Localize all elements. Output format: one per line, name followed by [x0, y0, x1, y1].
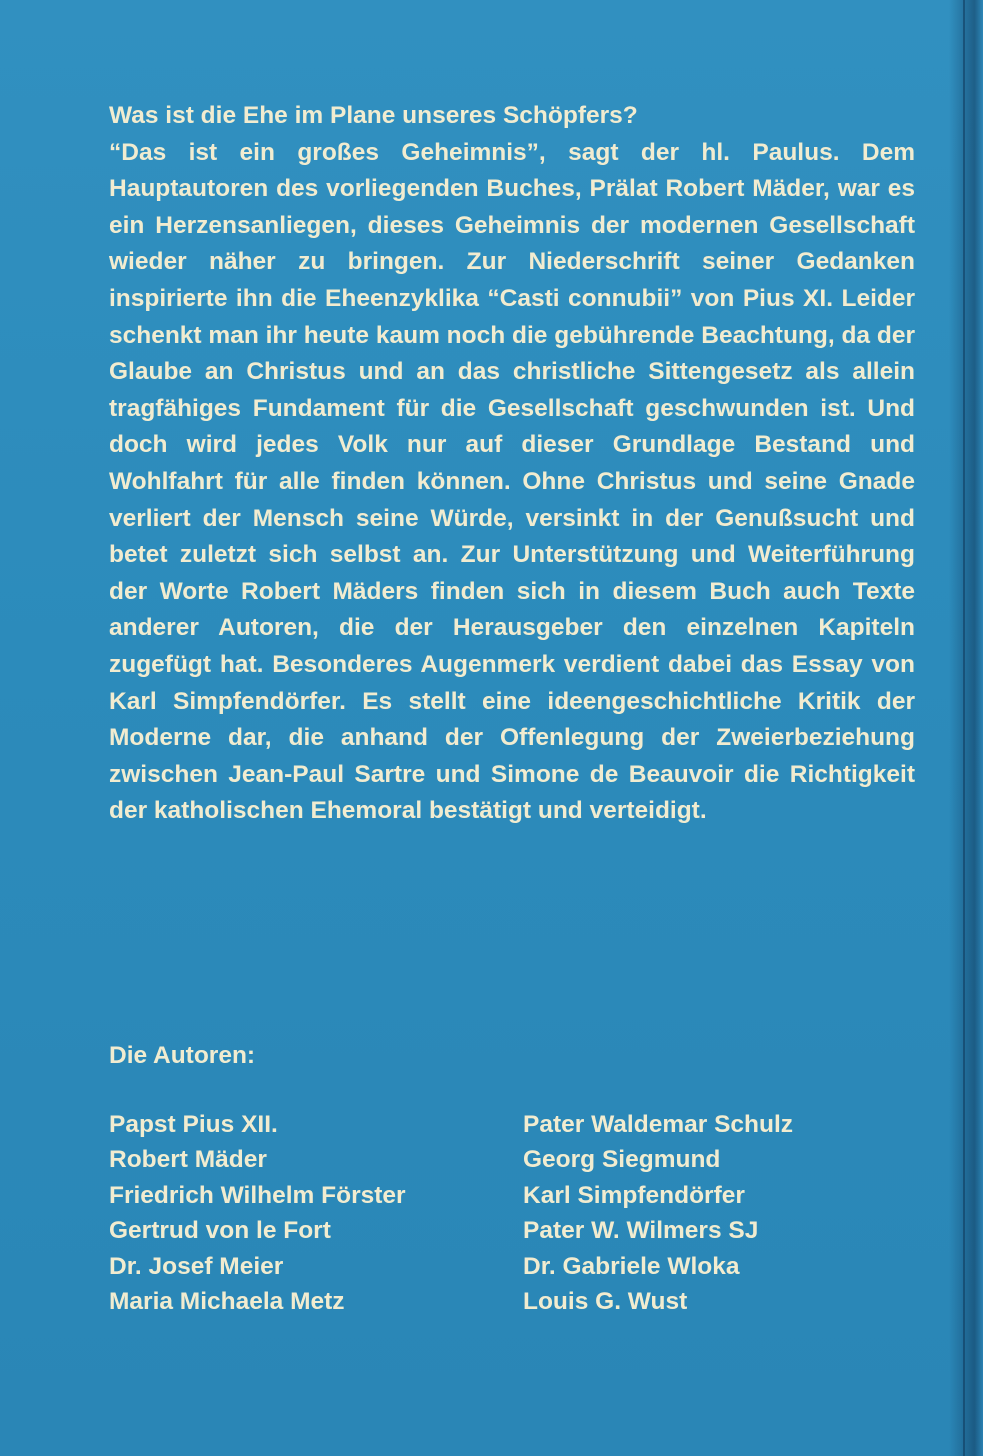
blurb-question: Was ist die Ehe im Plane unseres Schöpfers? — [109, 102, 638, 129]
author-item: Karl Simpfendörfer — [523, 1181, 745, 1209]
authors-list-left — [109, 1107, 406, 1319]
author-item: Pater W. Wilmers SJ — [523, 1217, 759, 1245]
author-item: Friedrich Wilhelm Förster — [109, 1181, 406, 1209]
blurb-body: “Das ist ein großes Geheimnis”, sagt der hl. Paulus. Dem Hauptautoren des vorliegenden Buches, Prälat Robert Mäder, war es ein Herzensanliegen, dieses Geheimnis der modernen Gesellschaft wieder näher zu bringen. Zur Niederschrift seiner Gedanken inspirierte ihn die Eheenzyklika “Casti connubii” von Pius XI. Leider schenkt man ihr heute kaum noch die gebührende Beachtung, da der Glaube an Christus und an das christliche Sittengesetz als allein tragfähiges Fundament für die Gesellschaft geschwunden ist. Und doch wird jedes Volk nur auf dieser Grundlage Bestand und Wohlfahrt für alle finden können. Ohne Christus und seine Gnade verliert der Mensch seine Würde, versinkt in der Genußsucht und betet zuletzt sich selbst an. Zur Unterstützung und Weiterführung der Worte Robert Mäders finden sich in diesem Buch auch Texte anderer Autoren, die der Herausgeber den einzelnen Kapiteln zugefügt hat. Besonderes Augenmerk verdient dabei das Essay von Karl Simpfendörfer. Es stellt eine ideengeschichtliche Kritik der Moderne dar, die anhand der Offenlegung der Zweierbeziehung zwischen Jean-Paul Sartre und Simone de Beauvoir die Richtigkeit der katholischen Ehemoral bestätigt und verteidigt. — [109, 138, 915, 825]
authors-heading: Die Autoren: — [109, 1042, 256, 1069]
author-item: Pater Waldemar Schulz — [523, 1111, 794, 1138]
authors-list-right — [523, 1107, 793, 1319]
author-item: Dr. Josef Meier — [109, 1252, 284, 1280]
author-item: Gertrud von le Fort — [109, 1217, 331, 1245]
author-item: Louis G. Wust — [523, 1288, 688, 1316]
author-item: Maria Michaela Metz — [109, 1288, 345, 1316]
author-item: Robert Mäder — [109, 1146, 267, 1174]
blurb-paragraph — [109, 98, 915, 830]
spine-line — [963, 0, 965, 1456]
author-item: Dr. Gabriele Wloka — [523, 1252, 740, 1280]
author-item: Papst Pius XII. — [109, 1111, 278, 1138]
author-item: Georg Siegmund — [523, 1146, 721, 1174]
spine-edge — [949, 0, 983, 1456]
